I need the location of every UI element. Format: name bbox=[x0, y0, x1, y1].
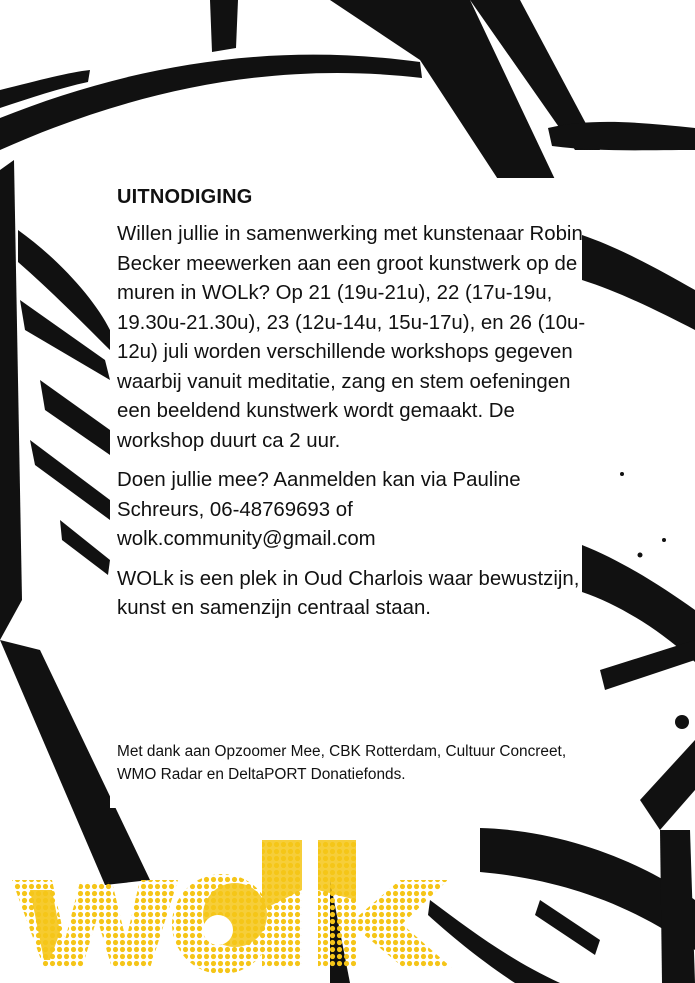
thanks-credits: Met dank aan Opzoomer Mee, CBK Rotterdam, Cultuur Concreet, WMO Radar en DeltaPORT Donatiefonds. bbox=[117, 743, 567, 783]
invitation-paragraph-signup: Doen jullie mee? Aanmelden kan via Pauline Schreurs, 06-48769693 of wolk.community@gmail.com bbox=[117, 469, 521, 550]
invitation-content bbox=[117, 186, 587, 634]
invitation-heading: UITNODIGING bbox=[117, 186, 253, 208]
invitation-paragraph-about: WOLk is een plek in Oud Charlois waar bewustzijn, kunst en samenzijn centraal staan. bbox=[117, 567, 580, 619]
invitation-paragraph-workshop: Willen jullie in samenwerking met kunstenaar Robin Becker meewerken aan een groot kunstwerk op de muren in WOLk? Op 21 (19u-21u), 22 (17u-19u, 19.30u-21.30u), 23 (12u-14u, 15u-17u), en 26 (10u-12u) juli worden verschillende workshops gegeven waarbij vanuit meditatie, zang en stem oefeningen een beeldend kunstwerk wordt gemaakt. De workshop duurt ca 2 uur. bbox=[117, 223, 586, 452]
wolk-logo bbox=[0, 820, 695, 983]
